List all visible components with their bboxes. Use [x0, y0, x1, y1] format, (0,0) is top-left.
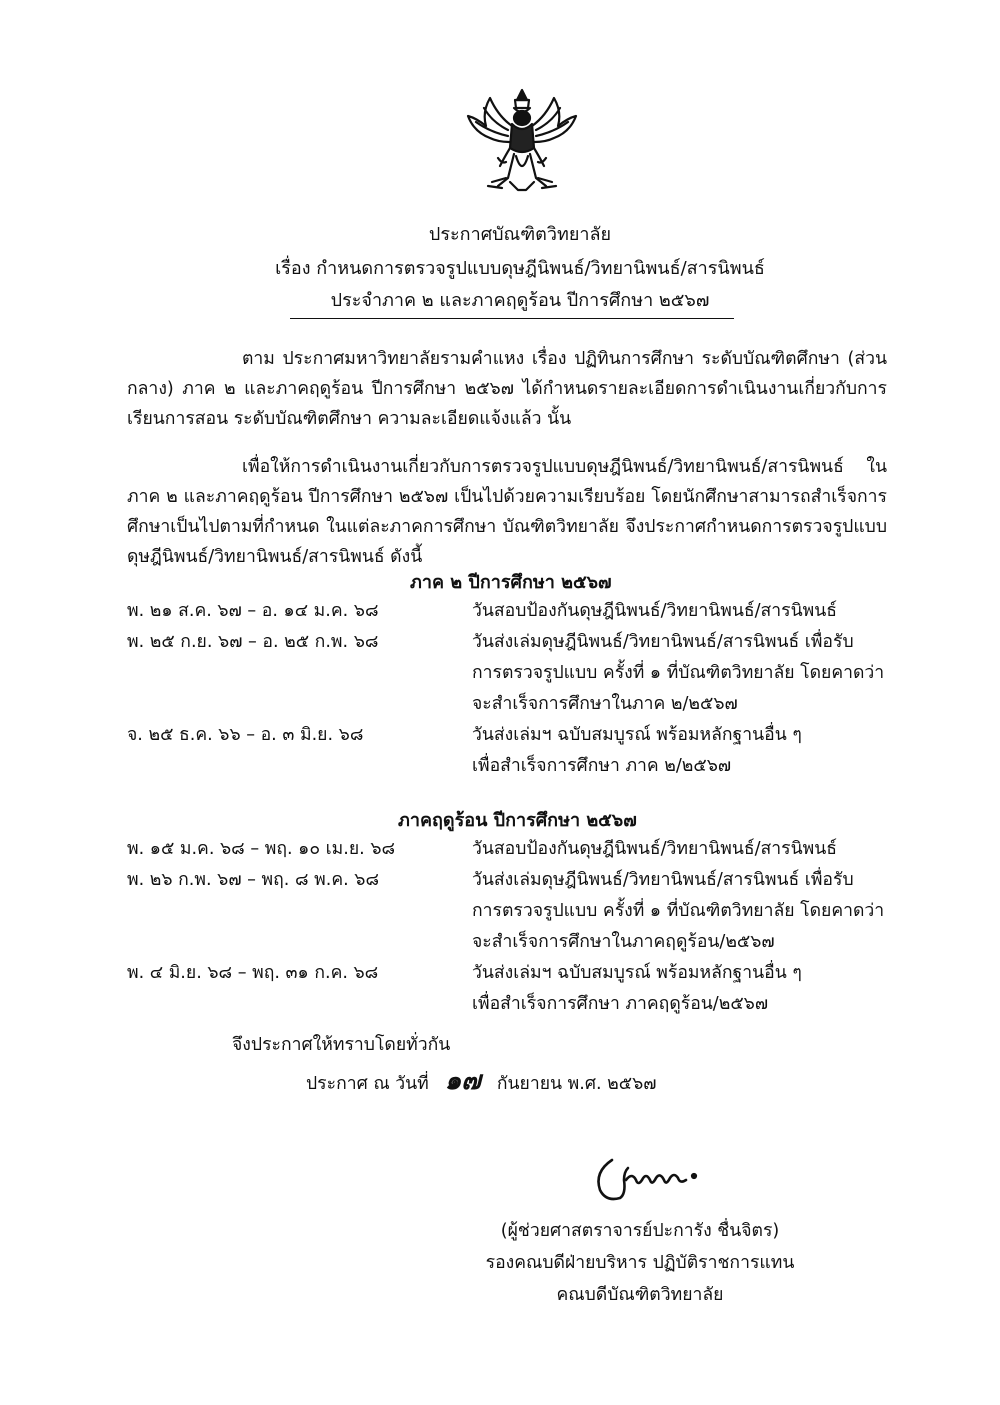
- header-divider: [290, 318, 734, 319]
- handwritten-signature-icon: [590, 1150, 720, 1210]
- schedule-date: พ. ๑๕ ม.ค. ๖๘ – พฤ. ๑๐ เม.ย. ๖๘: [127, 839, 396, 859]
- purpose-paragraph-text: เพื่อให้การดำเนินงานเกี่ยวกับการตรวจรูปแบบดุษฎีนิพนธ์/วิทยานิพนธ์/สารนิพนธ์ ในภาค ๒ และภาคฤดูร้อน ปีการศึกษา ๒๕๖๗ เป็นไปด้วยความเรียบร้อย โดยนักศึกษาสามารถสำเร็จการศึกษาเป็นไปตามที่กำหนด ในแต่ละภาคการศึกษา บัณฑิตวิทยาลัย จึงประกาศกำหนดการตรวจรูปแบบดุษฎีนิพนธ์/วิทยานิพนธ์/สารนิพนธ์ ดังนี้: [127, 457, 887, 567]
- schedule-row: [0, 896, 1000, 926]
- schedule-date: พ. ๒๖ ก.พ. ๖๗ – พฤ. ๘ พ.ค. ๖๘: [127, 870, 380, 890]
- signatory-position: รองคณบดีฝ่ายบริหาร ปฏิบัติราชการแทน: [485, 1253, 795, 1273]
- schedule-row: [0, 689, 1000, 719]
- announcement-subject: เรื่อง กำหนดการตรวจรูปแบบดุษฎีนิพนธ์/วิทยานิพนธ์/สารนิพนธ์: [275, 258, 765, 279]
- schedule-row: [0, 627, 1000, 657]
- schedule-date: พ. ๒๕ ก.ย. ๖๗ – อ. ๒๕ ก.พ. ๖๘: [127, 632, 379, 652]
- closing-statement: จึงประกาศให้ทราบโดยทั่วกัน: [232, 1035, 451, 1055]
- schedule-date: พ. ๔ มิ.ย. ๖๘ – พฤ. ๓๑ ก.ค. ๖๘: [127, 963, 379, 983]
- signatory-name: (ผู้ช่วยศาสตราจารย์ปะการัง ชื่นจิตร): [500, 1221, 780, 1241]
- semester-2-heading: ภาค ๒ ปีการศึกษา ๒๕๖๗: [410, 572, 612, 593]
- intro-paragraph-text: ตาม ประกาศมหาวิทยาลัยรามคำแหง เรื่อง ปฏิทินการศึกษา ระดับบัณฑิตศึกษา (ส่วนกลาง) ภาค ๒ และภาคฤดูร้อน ปีการศึกษา ๒๕๖๗ ได้กำหนดรายละเอียดการดำเนินงานเกี่ยวกับการเรียนการสอน ระดับบัณฑิตศึกษา ความละเอียดแจ้งแล้ว นั้น: [127, 349, 887, 429]
- summer-semester-heading: ภาคฤดูร้อน ปีการศึกษา ๒๕๖๗: [398, 810, 637, 831]
- issuer-title: ประกาศบัณฑิตวิทยาลัย: [428, 224, 612, 245]
- schedule-row: [0, 958, 1000, 988]
- purpose-paragraph: [127, 452, 887, 572]
- schedule-date: พ. ๒๑ ส.ค. ๖๗ – อ. ๑๔ ม.ค. ๖๘: [127, 601, 379, 621]
- schedule-description: วันสอบป้องกันดุษฎีนิพนธ์/วิทยานิพนธ์/สารนิพนธ์: [472, 839, 837, 859]
- schedule-row: [0, 720, 1000, 750]
- schedule-description: วันส่งเล่มฯ ฉบับสมบูรณ์ พร้อมหลักฐานอื่น ๆ: [472, 725, 802, 745]
- schedule-row: [0, 927, 1000, 957]
- schedule-description: การตรวจรูปแบบ ครั้งที่ ๑ ที่บัณฑิตวิทยาลัย โดยคาดว่า: [472, 663, 885, 683]
- schedule-row: [0, 865, 1000, 895]
- announcement-term: ประจำภาค ๒ และภาคฤดูร้อน ปีการศึกษา ๒๕๖๗: [330, 290, 710, 311]
- schedule-description: วันส่งเล่มดุษฎีนิพนธ์/วิทยานิพนธ์/สารนิพนธ์ เพื่อรับ: [472, 870, 854, 890]
- schedule-row: [0, 596, 1000, 626]
- schedule-description: จะสำเร็จการศึกษาในภาคฤดูร้อน/๒๕๖๗: [472, 932, 775, 952]
- schedule-row: [0, 989, 1000, 1019]
- schedule-description: เพื่อสำเร็จการศึกษา ภาคฤดูร้อน/๒๕๖๗: [472, 994, 769, 1014]
- schedule-row: [0, 751, 1000, 781]
- schedule-description: วันส่งเล่มดุษฎีนิพนธ์/วิทยานิพนธ์/สารนิพนธ์ เพื่อรับ: [472, 632, 854, 652]
- schedule-row: [0, 834, 1000, 864]
- announcement-date: [306, 1066, 657, 1099]
- date-suffix: กันยายน พ.ศ. ๒๕๖๗: [496, 1074, 657, 1094]
- schedule-date: จ. ๒๕ ธ.ค. ๖๖ – อ. ๓ มิ.ย. ๖๘: [127, 725, 364, 745]
- schedule-row: [0, 658, 1000, 688]
- signatory-office: คณบดีบัณฑิตวิทยาลัย: [556, 1285, 724, 1305]
- intro-paragraph: [127, 344, 887, 434]
- garuda-emblem-icon: [462, 86, 582, 198]
- schedule-description: จะสำเร็จการศึกษาในภาค ๒/๒๕๖๗: [472, 694, 738, 714]
- date-day: ๑๗: [444, 1066, 481, 1096]
- schedule-description: วันสอบป้องกันดุษฎีนิพนธ์/วิทยานิพนธ์/สารนิพนธ์: [472, 601, 837, 621]
- date-prefix: ประกาศ ณ วันที่: [306, 1074, 429, 1094]
- schedule-description: เพื่อสำเร็จการศึกษา ภาค ๒/๒๕๖๗: [472, 756, 732, 776]
- schedule-description: วันส่งเล่มฯ ฉบับสมบูรณ์ พร้อมหลักฐานอื่น ๆ: [472, 963, 802, 983]
- schedule-description: การตรวจรูปแบบ ครั้งที่ ๑ ที่บัณฑิตวิทยาลัย โดยคาดว่า: [472, 901, 885, 921]
